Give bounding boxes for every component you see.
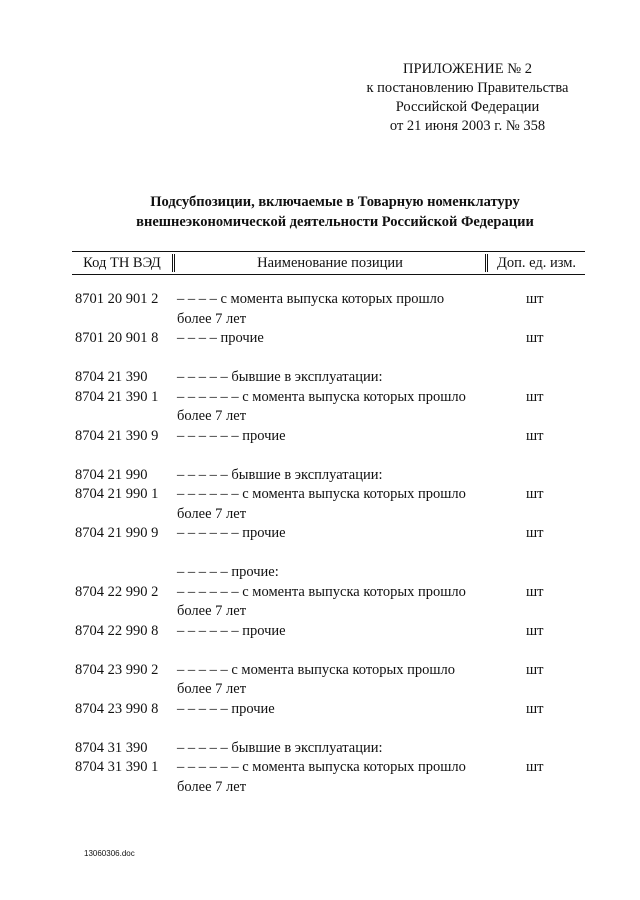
code-cell: 8704 21 990: [75, 466, 148, 483]
name-cell: – – – – – бывшие в эксплуатации:: [177, 466, 383, 483]
name-cell: более 7 лет: [177, 603, 247, 619]
table-header: [72, 251, 585, 275]
name-cell: – – – – – – с момента выпуска которых прошло: [177, 486, 466, 502]
code-cell: 8704 21 390 9: [75, 427, 159, 444]
table-row: [0, 505, 640, 525]
title-line-1: Подсубпозиции, включаемые в Товарную номенклатуру: [150, 194, 520, 210]
code-cell: 8704 23 990 2: [75, 661, 159, 678]
code-cell: 8701 20 901 2: [75, 291, 159, 307]
unit-cell: шт: [526, 622, 544, 639]
code-cell: 8701 20 901 8: [75, 330, 159, 346]
code-cell: 8704 23 990 8: [75, 700, 159, 717]
table-row: [0, 602, 640, 622]
name-cell: – – – – – бывшие в эксплуатации:: [177, 739, 383, 756]
name-cell: более 7 лет: [177, 778, 247, 795]
code-cell: 8704 31 390: [75, 739, 148, 756]
code-cell: 8704 22 990 8: [75, 622, 159, 639]
row-spacer: [0, 641, 640, 661]
code-cell: 8704 21 990 1: [75, 486, 159, 502]
table-row: [0, 700, 640, 720]
title-line-2: внешнеэкономической деятельности Российской Федерации: [136, 214, 534, 230]
name-cell: – – – – прочие: [177, 330, 264, 346]
row-spacer: [0, 446, 640, 466]
unit-cell: шт: [526, 330, 544, 346]
table-row: [0, 622, 640, 642]
unit-cell: шт: [526, 291, 544, 307]
table-row: [0, 758, 640, 778]
table-row: [0, 310, 640, 330]
code-cell: 8704 21 390 1: [75, 388, 159, 405]
code-cell: 8704 21 390: [75, 369, 148, 385]
table-row: [0, 739, 640, 759]
table-row: [0, 329, 640, 349]
unit-cell: шт: [526, 759, 544, 775]
column-header-name: Наименование позиции: [257, 255, 403, 271]
table-row: [0, 661, 640, 681]
name-cell: – – – – – – с момента выпуска которых прошло: [177, 388, 466, 405]
column-header-unit: Доп. ед. изм.: [496, 255, 577, 271]
document-title: [60, 192, 610, 232]
name-cell: – – – – – прочие:: [177, 564, 279, 580]
name-cell: более 7 лет: [177, 681, 247, 697]
unit-cell: шт: [526, 583, 544, 600]
name-cell: – – – – – – прочие: [177, 427, 286, 444]
table-row: [0, 290, 640, 310]
appendix-header: [345, 60, 590, 136]
resolution-date: от 21 июня 2003 г. № 358: [389, 118, 546, 134]
column-divider: [485, 254, 486, 272]
unit-cell: шт: [526, 661, 544, 678]
code-cell: 8704 31 390 1: [75, 759, 159, 775]
table-body: [0, 290, 640, 797]
file-name: 13060306.doc: [84, 849, 135, 858]
name-cell: более 7 лет: [177, 310, 247, 327]
table-row: [0, 466, 640, 486]
government-name: Российской Федерации: [395, 99, 540, 115]
table-row: [0, 524, 640, 544]
resolution-ref: к постановлению Правительства: [366, 80, 569, 96]
column-divider: [172, 254, 173, 272]
name-cell: более 7 лет: [177, 408, 247, 424]
name-cell: – – – – – – прочие: [177, 622, 286, 639]
name-cell: – – – – – с момента выпуска которых прошло: [177, 661, 455, 678]
name-cell: – – – – – – с момента выпуска которых прошло: [177, 583, 466, 600]
table-row: [0, 388, 640, 408]
unit-cell: шт: [526, 700, 544, 717]
name-cell: – – – – – бывшие в эксплуатации:: [177, 369, 383, 385]
row-spacer: [0, 349, 640, 369]
row-spacer: [0, 719, 640, 739]
appendix-number: ПРИЛОЖЕНИЕ № 2: [403, 61, 532, 77]
unit-cell: шт: [526, 388, 544, 405]
name-cell: более 7 лет: [177, 505, 247, 522]
column-header-code: Код ТН ВЭД: [83, 255, 161, 271]
code-cell: 8704 22 990 2: [75, 583, 159, 600]
name-cell: – – – – с момента выпуска которых прошло: [177, 291, 445, 307]
row-spacer: [0, 544, 640, 564]
unit-cell: шт: [526, 525, 544, 541]
name-cell: – – – – – – прочие: [177, 525, 286, 541]
table-row: [0, 368, 640, 388]
table-row: [0, 485, 640, 505]
code-cell: 8704 21 990 9: [75, 525, 159, 541]
table-row: [0, 680, 640, 700]
table-row: [0, 427, 640, 447]
table-row: [0, 407, 640, 427]
name-cell: – – – – – прочие: [177, 700, 275, 717]
table-row: [0, 778, 640, 798]
unit-cell: шт: [526, 427, 544, 444]
unit-cell: шт: [526, 486, 544, 502]
table-row: [0, 583, 640, 603]
name-cell: – – – – – – с момента выпуска которых прошло: [177, 759, 466, 775]
table-row: [0, 563, 640, 583]
